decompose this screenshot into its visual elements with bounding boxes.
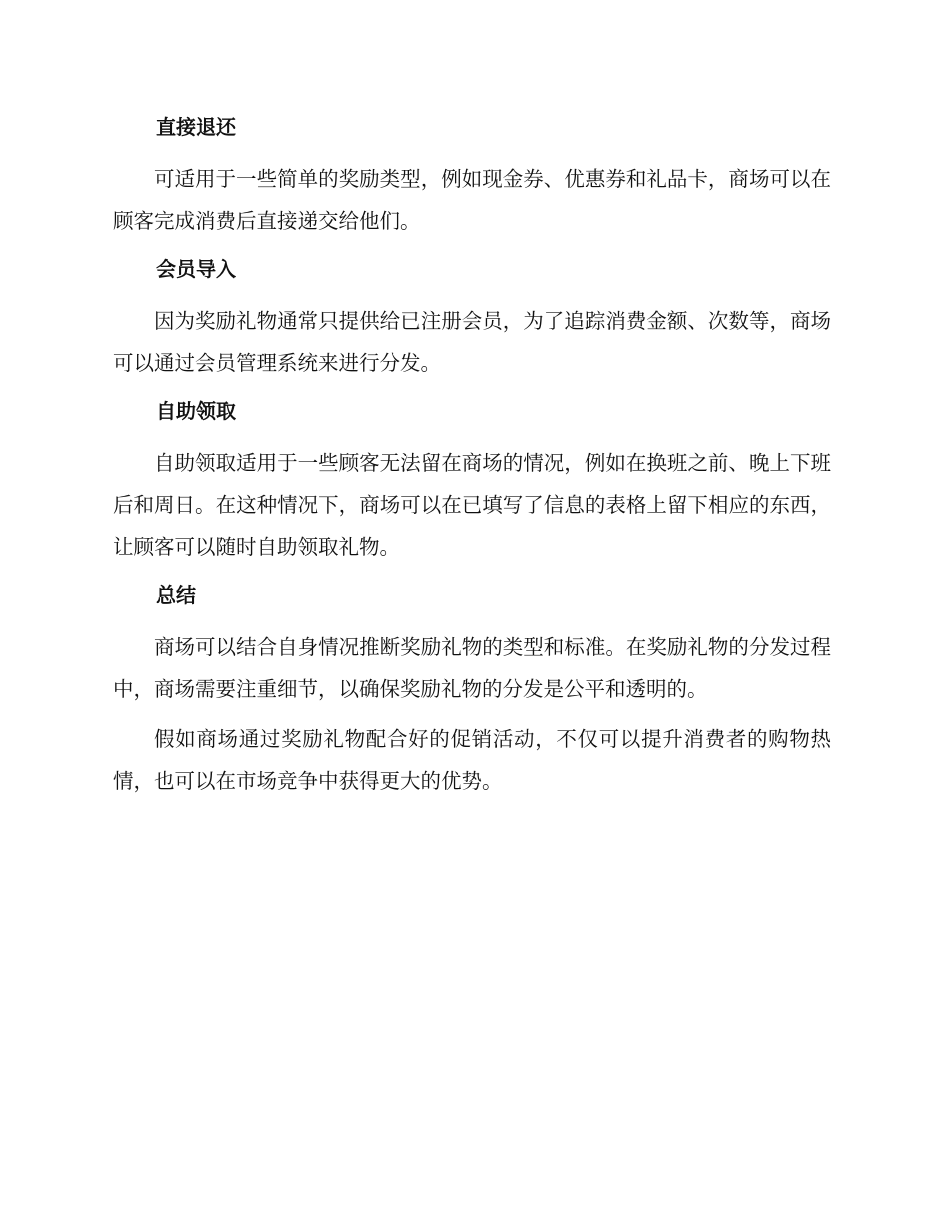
section-heading-member-import: 会员导入 [156, 257, 236, 281]
section-paragraph: 可适用于一些简单的奖励类型，例如现金券、优惠券和礼品卡，商场可以在顾客完成消费后直接递交给他们。 [113, 167, 831, 233]
section-heading-direct-return: 直接退还 [156, 115, 236, 139]
section-paragraph: 自助领取适用于一些顾客无法留在商场的情况，例如在换班之前、晚上下班后和周日。在这种情况下，商场可以在已填写了信息的表格上留下相应的东西，让顾客可以随时自助领取礼物。 [113, 451, 831, 559]
section-paragraph: 因为奖励礼物通常只提供给已注册会员，为了追踪消费金额、次数等，商场可以通过会员管理系统来进行分发。 [113, 309, 831, 375]
document-page [113, 108, 831, 802]
section-heading-summary: 总结 [156, 583, 196, 607]
section-paragraph: 商场可以结合自身情况推断奖励礼物的类型和标准。在奖励礼物的分发过程中，商场需要注重细节，以确保奖励礼物的分发是公平和透明的。 [113, 635, 831, 701]
section-paragraph: 假如商场通过奖励礼物配合好的促销活动，不仅可以提升消费者的购物热情，也可以在市场竞争中获得更大的优势。 [113, 727, 831, 793]
section-heading-self-pickup: 自助领取 [156, 399, 236, 423]
